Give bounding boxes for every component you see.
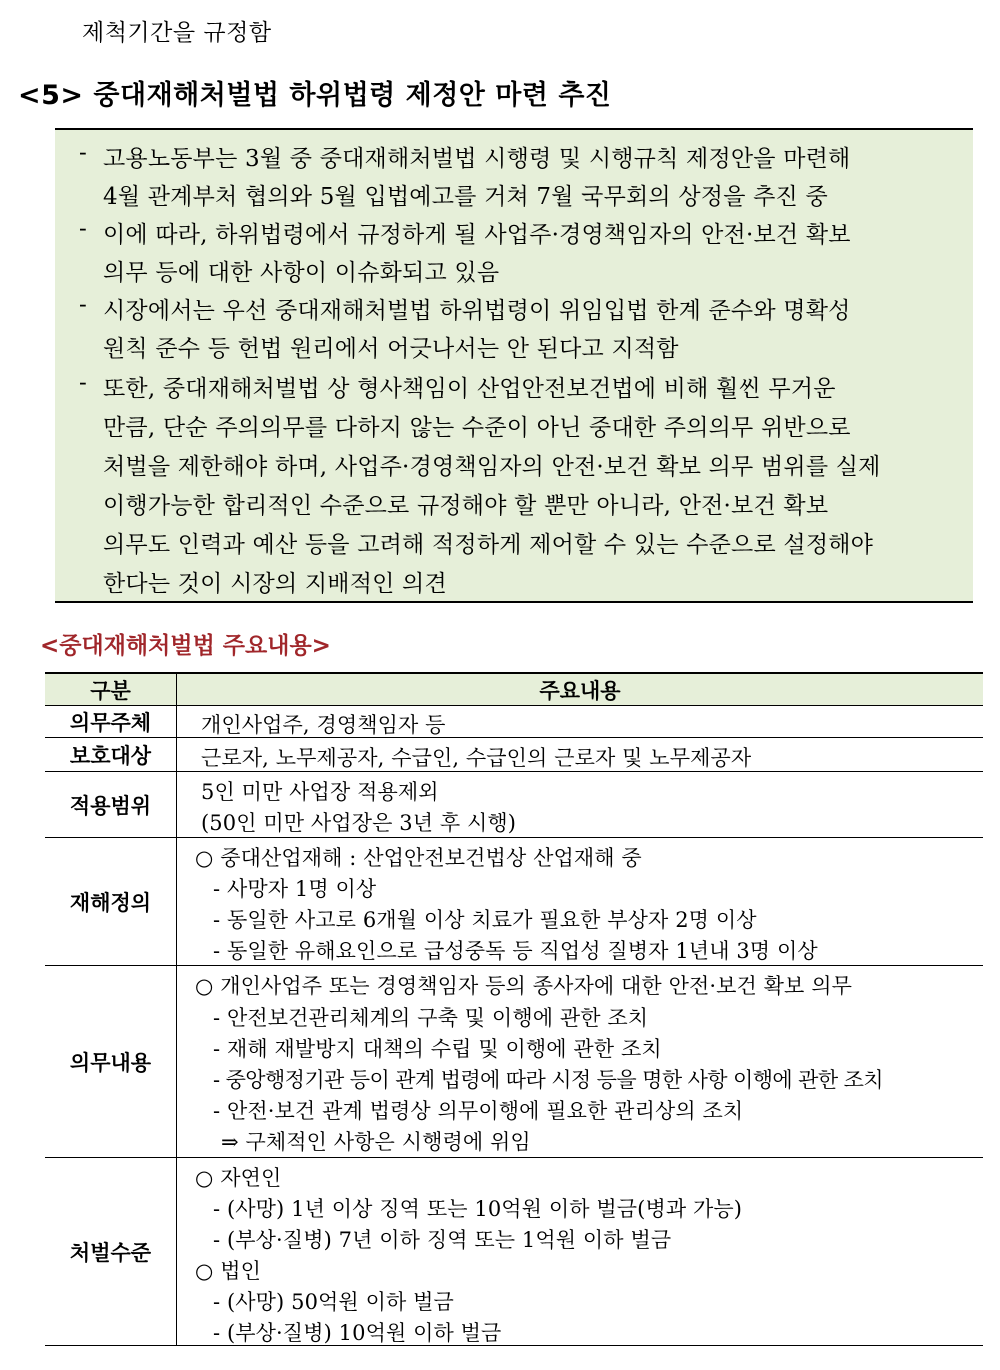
row-line: 개인사업주, 경영책임자 등 (201, 713, 446, 737)
table-row (45, 966, 983, 1158)
section-heading: <5> 중대재해처벌법 하위법령 제정안 마련 추진 (18, 80, 612, 111)
summary-box (55, 128, 973, 603)
row-line: - (부상·질병) 10억원 이하 벌금 (213, 1321, 502, 1345)
bullet-dash: - (79, 292, 87, 318)
row-content (177, 738, 983, 771)
table-row (45, 1158, 983, 1346)
bullet-dash: - (79, 370, 87, 396)
bullet-dash: - (79, 140, 87, 166)
row-line: ○ 개인사업주 또는 경영책임자 등의 종사자에 대한 안전·보건 확보 의무 (195, 974, 852, 998)
row-label: 의무주체 (45, 706, 177, 737)
row-line: ⇒ 구체적인 사항은 시행령에 위임 (221, 1130, 531, 1154)
row-content (177, 838, 983, 965)
row-line: - (사망) 50억원 이하 벌금 (213, 1290, 454, 1314)
table-header-row (45, 672, 983, 706)
bullet-line: 이행가능한 합리적인 수준으로 규정해야 할 뿐만 아니라, 안전·보건 확보 (103, 493, 829, 519)
row-line: (50인 미만 사업장은 3년 후 시행) (201, 811, 517, 835)
bullet-line: 또한, 중대재해처벌법 상 형사책임이 산업안전보건법에 비해 훨씬 무거운 (103, 376, 836, 402)
bullet-line: 이에 따라, 하위법령에서 규정하게 될 사업주·경영책임자의 안전·보건 확보 (103, 222, 851, 248)
table-row (45, 738, 983, 772)
row-line: ○ 자연인 (195, 1166, 282, 1190)
row-line: ○ 중대산업재해 : 산업안전보건법상 산업재해 중 (195, 846, 642, 870)
row-line: - 동일한 사고로 6개월 이상 치료가 필요한 부상자 2명 이상 (213, 908, 757, 932)
row-label: 보호대상 (45, 738, 177, 771)
row-line: - 안전·보건 관계 법령상 의무이행에 필요한 관리상의 조치 (213, 1099, 744, 1123)
row-label: 적용범위 (45, 772, 177, 837)
row-line: 5인 미만 사업장 적용제외 (201, 780, 439, 804)
row-line: ○ 법인 (195, 1259, 261, 1283)
bullet-line: 처벌을 제한해야 하며, 사업주·경영책임자의 안전·보건 확보 의무 범위를 실제 (103, 454, 881, 480)
bullet-line: 고용노동부는 3월 중 중대재해처벌법 시행령 및 시행규칙 제정안을 마련해 (103, 146, 851, 172)
row-line: - 재해 재발방지 대책의 수립 및 이행에 관한 조치 (213, 1037, 662, 1061)
row-line: - 사망자 1명 이상 (213, 877, 377, 901)
row-content (177, 772, 983, 837)
table-caption: <중대재해처벌법 주요내용> (40, 633, 331, 659)
header-label-cell: 구분 (45, 674, 177, 705)
row-line: - 안전보건관리체계의 구축 및 이행에 관한 조치 (213, 1006, 649, 1030)
bullet-line: 의무도 인력과 예산 등을 고려해 적정하게 제어할 수 있는 수준으로 설정해야 (103, 532, 874, 558)
header-content-cell: 주요내용 (539, 678, 621, 703)
bullet-line: 한다는 것이 시장의 지배적인 의견 (103, 571, 447, 597)
bullet-line: 만큼, 단순 주의의무를 다하지 않는 수준이 아닌 중대한 주의의무 위반으로 (103, 415, 851, 441)
table-row (45, 772, 983, 838)
row-label: 의무내용 (45, 966, 177, 1157)
row-content (177, 706, 983, 737)
bullet-dash: - (79, 216, 87, 242)
bullet-line: 원칙 준수 등 헌법 원리에서 어긋나서는 안 된다고 지적함 (103, 336, 679, 362)
row-label: 처벌수준 (45, 1158, 177, 1345)
bullet-line: 시장에서는 우선 중대재해처벌법 하위법령이 위임입법 한계 준수와 명확성 (103, 298, 851, 324)
row-content (177, 966, 983, 1157)
table-row (45, 838, 983, 966)
table-row (45, 706, 983, 738)
continuation-text: 제척기간을 규정함 (82, 20, 272, 46)
row-content (177, 1158, 983, 1345)
row-line: - 중앙행정기관 등이 관계 법령에 따라 시정 등을 명한 사항 이행에 관한 조치 (213, 1068, 883, 1092)
row-line: 근로자, 노무제공자, 수급인, 수급인의 근로자 및 노무제공자 (201, 746, 752, 770)
bullet-line: 4월 관계부처 협의와 5월 입법예고를 거쳐 7월 국무회의 상정을 추진 중 (103, 184, 828, 210)
row-label: 재해정의 (45, 838, 177, 965)
row-line: - 동일한 유해요인으로 급성중독 등 직업성 질병자 1년내 3명 이상 (213, 939, 818, 963)
row-line: - (부상·질병) 7년 이하 징역 또는 1억원 이하 벌금 (213, 1228, 672, 1252)
row-line: - (사망) 1년 이상 징역 또는 10억원 이하 벌금(병과 가능) (213, 1197, 743, 1221)
bullet-line: 의무 등에 대한 사항이 이슈화되고 있음 (103, 260, 500, 286)
